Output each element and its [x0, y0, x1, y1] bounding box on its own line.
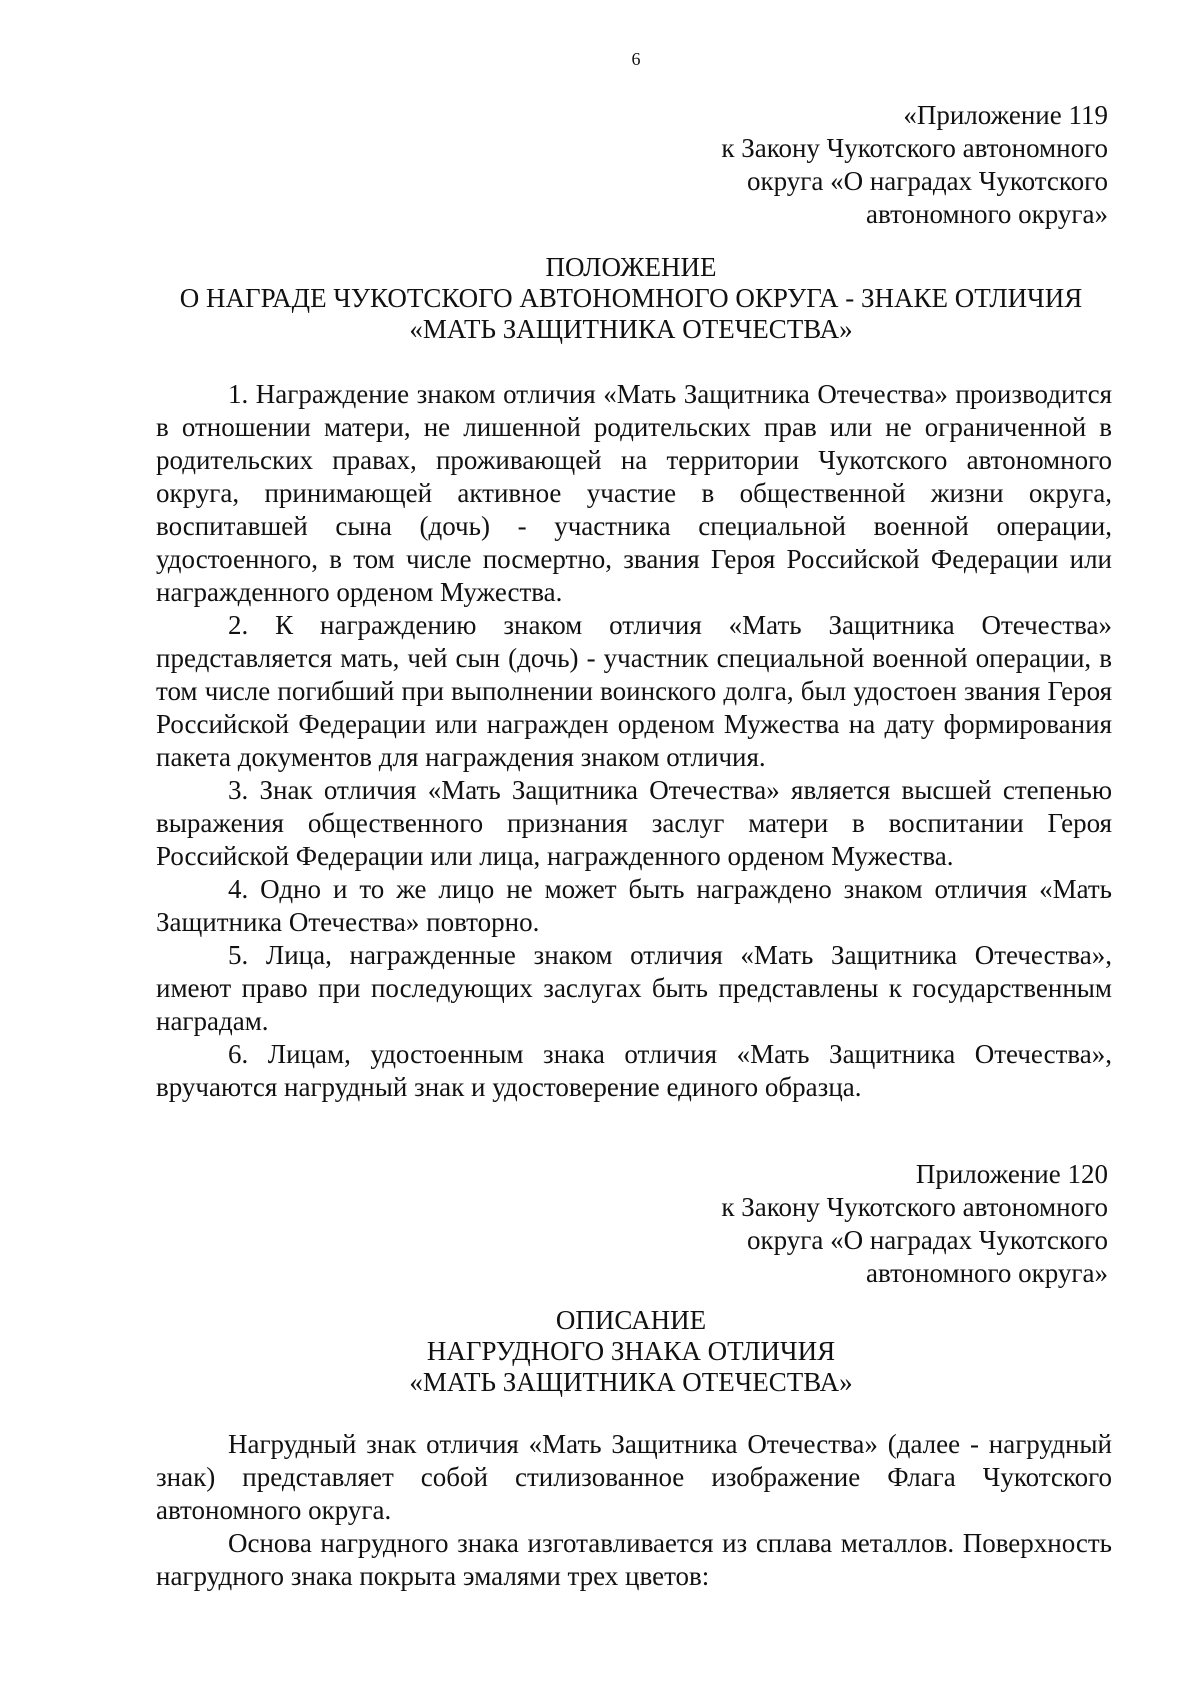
regulation-paragraph-5: 5. Лица, награжденные знаком отличия «Мать Защитника Отечества», имеют право при последующих заслугах быть представлены к государственным наградам.: [156, 940, 1112, 1036]
regulation-paragraph-1: 1. Награждение знаком отличия «Мать Защитника Отечества» производится в отношении матери, не лишенной родительских прав или не ограниченной в родительских правах, проживающей на территории Чукотского автономного округа, принимающей активное участие в общественной жизни округа, воспитавшей сына (дочь) - участника специальной военной операции, удостоенного, в том числе посмертно, звания Героя Российской Федерации или награжденного орденом Мужества.: [156, 379, 1112, 607]
regulation-title-line: «МАТЬ ЗАЩИТНИКА ОТЕЧЕСТВА»: [409, 314, 853, 344]
description-title-line: НАГРУДНОГО ЗНАКА ОТЛИЧИЯ: [426, 1336, 836, 1366]
appendix-120-line: Приложение 120: [915, 1159, 1108, 1189]
regulation-title-line: ПОЛОЖЕНИЕ: [545, 252, 717, 282]
description-paragraph-1: Нагрудный знак отличия «Мать Защитника Отечества» (далее - нагрудный знак) представляет собой стилизованное изображение Флага Чукотского автономного округа.: [156, 1429, 1112, 1525]
appendix-120-line: округа «О наградах Чукотского: [747, 1225, 1108, 1255]
appendix-119-line: автономного округа»: [866, 199, 1108, 229]
description-title-line: ОПИСАНИЕ: [555, 1305, 707, 1335]
appendix-119-header: [721, 99, 1108, 231]
appendix-119-line: «Приложение 119: [903, 100, 1108, 130]
regulation-paragraph-6: 6. Лицам, удостоенным знака отличия «Мать Защитника Отечества», вручаются нагрудный знак и удостоверение единого образца.: [156, 1039, 1112, 1102]
regulation-body: [156, 378, 1112, 1104]
appendix-120-line: к Закону Чукотского автономного: [721, 1192, 1108, 1222]
description-title-line: «МАТЬ ЗАЩИТНИКА ОТЕЧЕСТВА»: [409, 1367, 853, 1397]
regulation-title-line: О НАГРАДЕ ЧУКОТСКОГО АВТОНОМНОГО ОКРУГА - ЗНАКЕ ОТЛИЧИЯ: [179, 283, 1083, 313]
appendix-120-header: [721, 1158, 1108, 1290]
appendix-120-line: автономного округа»: [866, 1258, 1108, 1288]
regulation-paragraph-2: 2. К награждению знаком отличия «Мать Защитника Отечества» представляется мать, чей сын (дочь) - участник специальной военной операции, в том числе погибший при выполнении воинского долга, был удостоен звания Героя Российской Федерации или награжден орденом Мужества на дату формирования пакета документов для награждения знаком отличия.: [156, 610, 1112, 772]
page-number: 6: [631, 49, 641, 69]
regulation-title: [150, 252, 1112, 345]
description-body: [156, 1428, 1112, 1593]
appendix-119-line: округа «О наградах Чукотского: [747, 166, 1108, 196]
description-paragraph-2: Основа нагрудного знака изготавливается из сплава металлов. Поверхность нагрудного знака покрыта эмалями трех цветов:: [156, 1528, 1112, 1591]
regulation-paragraph-4: 4. Одно и то же лицо не может быть награждено знаком отличия «Мать Защитника Отечества» повторно.: [156, 874, 1112, 937]
appendix-119-line: к Закону Чукотского автономного: [721, 133, 1108, 163]
regulation-paragraph-3: 3. Знак отличия «Мать Защитника Отечества» является высшей степенью выражения общественного признания заслуг матери в воспитании Героя Российской Федерации или лица, награжденного орденом Мужества.: [156, 775, 1112, 871]
description-title: [150, 1305, 1112, 1398]
